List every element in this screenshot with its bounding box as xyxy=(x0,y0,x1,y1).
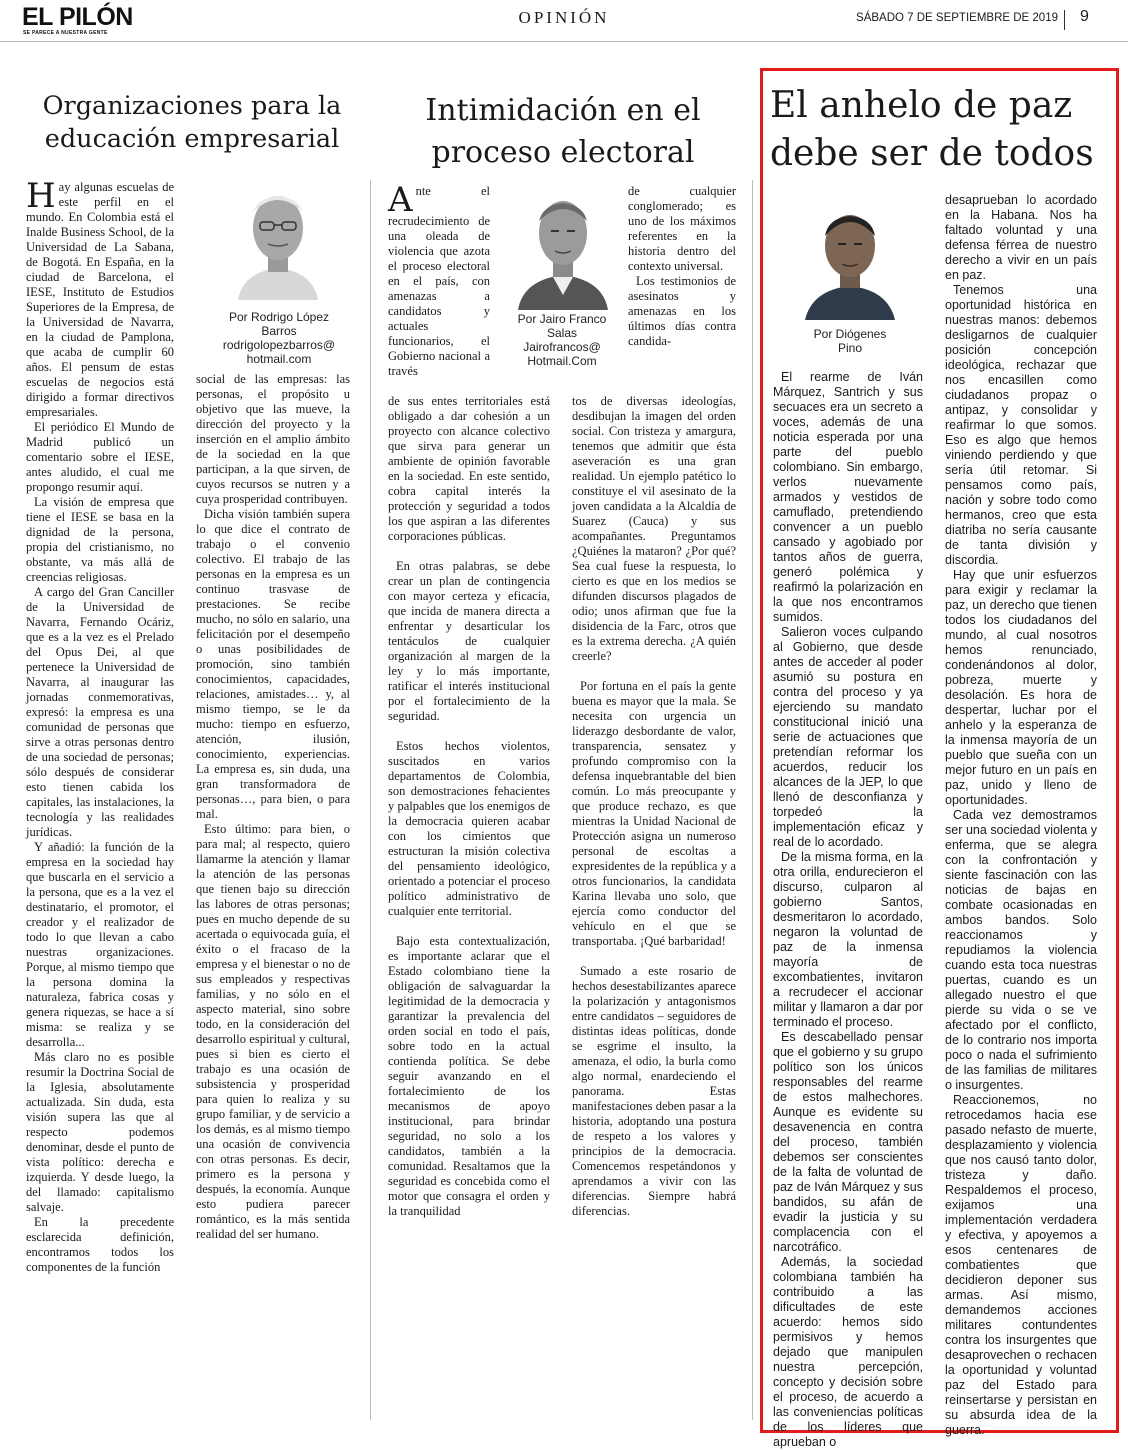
header-rule xyxy=(0,41,1128,42)
author-photo-diogenes xyxy=(800,200,900,320)
article1-column-2 xyxy=(196,372,350,1417)
newspaper-logo: EL PILÓN xyxy=(22,3,133,31)
article2-paragraph: Los testimonios de asesinatos y amenazas en los últimos días contra candida- xyxy=(628,274,736,348)
article2-paragraph: Bajo esta contextualización, es importante aclarar que el Estado colombiano tiene la obligación de salvaguardar la legitimidad de la democracia y garantizar la prevalencia del orden social en todo el país, sobre todo en la actual contienda política. Se debe seguir avanzando en el fortalecimiento de los mecanismos de apoyo institucional, para brindar seguridad, no solo a los candidatos, también a la comunidad. Resaltamos que la seguridad es concebida como el motor que consagra el orden y la tranquilidad xyxy=(388,934,550,1218)
article3-paragraph: Hay que unir esfuerzos para exigir y reclamar la paz, un derecho que tienen todos los ciudadanos del mundo, al cual nosotros hemos renunciado, condenándonos al dolor, pobreza, muerte y desolación. Es hora de despertar, luchar por el anhelo y la esperanza de la inmensa mayoría de un pueblo que sueña con un mejor futuro en un país en paz, unido y lleno de oportunidades. xyxy=(945,568,1097,807)
article1-title: Organizaciones para la educación empresarial xyxy=(42,91,342,154)
drop-cap: H xyxy=(26,176,56,216)
article1-paragraph: La visión de empresa que tiene el IESE se basa en la dignidad de la persona, propia del cristianismo, no obstante, va más allá de creencias religiosas. xyxy=(26,495,174,584)
article3-paragraph: De la misma forma, en la otra orilla, endurecieron el discurso, culparon al gobierno Santos, desmeritaron lo acordado, negaron la voluntad de paz de la inmensa mayoría de excombatientes, invitaron a recrudecer el accionar militar y llamaron a dar por terminado el proceso. xyxy=(773,850,923,1029)
article1-paragraph: Hay algunas escuelas de este perfil en el mundo. En Colombia está el Inalde Business School, de la Universidad de La Sabana, de Bogotá. En España, en la ciudad de Barcelona, el IESE, Instituto de Estudios Superiores de la Empresa, de la Universidad de Navarra, en la ciudad de Pamplona, que acaba de cumplir 60 años. El pensum de estas escuelas de negocios está dirigido a formar directivos empresariales. xyxy=(26,176,174,419)
article1-paragraph: El periódico El Mundo de Madrid publicó un comentario sobre el IESE, antes aludido, el cual me propongo resumir aquí. xyxy=(26,420,174,494)
article3-paragraph: Tenemos una oportunidad histórica en nuestras manos: debemos desligarnos de cualquier posición concepción ideológica, rechazar que nos encasillen como ciudadanos propaz o antipaz, y consolidar y reafirmar lo que somos. Eso es algo que hemos viniendo perdiendo y que sería útil retomar. Si pensamos como país, nación y sobre todo como hermanos, creo que esta diatriba no sería causante de tanta división y discordia. xyxy=(945,283,1097,567)
article1-paragraph: Esto último: para bien, o para mal; al respecto, quiero llamarme la atención y llamar la atención de las personas que tienen bajo su dirección las labores de otras personas; pues en mucho depende de su acertada o equivocada guía, el éxito o el fracaso de la empresa y el bienestar o no de sus empleados y respectivas familias, y no sólo en el aspecto material, sino sobre todo, en la consideración del desarrollo espiritual y cultural, pues si bien es cierto el trabajo es una ocasión de subsistencia y prosperidad para quien lo realiza y su grupo familiar, y de servicio a los demás, es al mismo tiempo una ocasión de convivencia con otras personas. Es decir, primero es la persona y después, la economía. Aunque esto pudiera parecer romántico, es la más sentida realidad del ser humano. xyxy=(196,822,350,1241)
article3-paragraph: Cada vez demostramos ser una sociedad violenta y enferma, que se alegra con la confrontación y siente fascinación con las noticias de bajas en combate ocasionadas en ambos bandos. Solo reaccionamos y repudiamos la violencia cuando esta toca nuestras puertas, cuando es un allegado nuestro el que pierde su vida o se ve afectado por el conflicto, de lo contrario nos importa poco o nada el sufrimiento de las familias de militares o insurgentes. xyxy=(945,808,1097,1092)
article2-column-1 xyxy=(388,394,550,1422)
article3-column-1 xyxy=(773,370,923,1449)
article3-title: El anhelo de paz debe ser de todos xyxy=(770,85,1094,174)
article3-paragraph: El rearme de Iván Márquez, Santrich y sus secuaces era un secreto a voces, además de una noticia esperada por una parte del pueblo colombiano. Sin embargo, verlos nuevamente armados y vestidos de camuflado, pretendiendo convencer a un pueblo cansado y agobiado por tantos años de guerra, generó polémica y reafirmó la polarización en la que nos encontramos sumidos. xyxy=(773,370,923,624)
issue-date: SÁBADO 7 DE SEPTIEMBRE DE 2019 xyxy=(856,12,1058,24)
article2-byline: Por Jairo Franco Salas Jairofrancos@ Hotmail.Com xyxy=(517,312,607,368)
article2-column-2-top xyxy=(628,184,736,394)
article2-paragraph: Por fortuna en el país la gente buena es mayor que la mala. Se necesita con urgencia un liderazgo desbordante de valor, transparencia, sensatez y profundo compromiso con la defensa inquebrantable del bien común. Lo más preocupante y que produce rechazo, es que mientras la Unidad Nacional de Protección asigna un numeroso personal de escoltas a expresidentes de la república y a otros funcionarios, la candidata Karina llevaba uno solo, que ejercía como conductor del vehículo en el que se transportaba. ¡Qué barbaridad! xyxy=(572,679,736,948)
article3-column-2 xyxy=(945,193,1097,1437)
column-divider xyxy=(370,180,371,1420)
column-divider xyxy=(752,180,753,1420)
page-header xyxy=(0,0,1128,40)
article2-paragraph: de sus entes territoriales está obligado a dar cohesión a un proyecto con alcance colectivo que sirva para generar un ambiente de opinión favorable en la sociedad. En este sentido, cobra capital interés la protección y seguridad a todos los que aspiran a las diferentes corporaciones públicas. xyxy=(388,394,550,543)
article1-column-1 xyxy=(26,176,174,1415)
article2-paragraph: Estos hechos violentos, suscitados en varios departamentos de Colombia, son demostraciones fehacientes y palpables que los enemigos de la democracia quieren acabar con los cimientos que estructuran la misión colectiva del pensamiento ideológico, orientado a potenciar el proceso político administrativo de cualquier ente territorial. xyxy=(388,739,550,918)
article1-paragraph: Dicha visión también supera lo que dice el contrato de trabajo o el convenio colectivo. El trabajo de las personas en la empresa es un continuo trasvase de prestaciones. Se recibe mucho, no sólo en salario, una felicitación por el desempeño o unas posibilidades de promoción, sino también conocimientos, capacidades, relaciones, amistades… y, al mismo tiempo, se le da mucho: tiempo en esfuerzo, atención, ilusión, conocimiento, experiencias. La empresa es, sin duda, una gran transformadora de personas…, para bien, o para mal. xyxy=(196,507,350,821)
article2-paragraph: En otras palabras, se debe crear un plan de contingencia con mayor certeza y eficacia, que incida de manera directa a enfrentar y desarticular los tentáculos de cualquier organización al margen de la ley y lo más importante, ratificar el interés institucional por el fortalecimiento de la seguridad. xyxy=(388,559,550,723)
article2-paragraph: Sumado a este rosario de hechos desestabilizantes aparece la polarización y antagonismos entre candidatos – seguidores de distintas ideas políticas, donde se esgrime el insulto, la amenaza, el odio, la burla como algo normal, enardeciendo el panorama. Estas manifestaciones deben pasar a la historia, adoptando una postura de respeto a los valores y principios de la democracia. Comencemos respetándonos y aprendamos a vivir con las diferencias. Siempre habrá diferencias. xyxy=(572,964,736,1218)
article3-paragraph: Reaccionemos, no retrocedamos hacia ese pasado nefasto de muerte, desplazamiento y violencia que nos causó tanto dolor, tristeza y daño. Respaldemos el proceso, exijamos una implementación verdadera y efectiva, y apoyemos a esos centenares de combatientes que decidieron deponer sus armas. Así mismo, demandemos acciones militares contundentes contra los insurgentes que desaprovechen o rechacen la oportunidad y voluntad paz del Estado para reinsertarse y persistan en su absurda idea de la guerra. xyxy=(945,1093,1097,1437)
article1-paragraph: Y añadió: la función de la empresa en la sociedad hay que buscarla en el servicio a la persona, que es a la vez el destinatario, el promotor, el creador y el realizador de todo lo que llevan a cabo nuestras organizaciones. Porque, al mismo tiempo que la persona domina la naturaleza, fabrica cosas y genera riquezas, se hace a sí misma: se realiza y se desarrolla... xyxy=(26,840,174,1049)
article2-column-1-top xyxy=(388,180,490,394)
article3-paragraph: Salieron voces culpando al Gobierno, que desde antes de acceder al poder asumió su postura en contra del proceso y ya ejerciendo su mandato constitucional inició una serie de actuaciones que pretendían reformar los acuerdos, reducir los alcances de la JEP, lo que llenó de desconfianza y torpedeó la implementación eficaz y real de lo acordado. xyxy=(773,625,923,849)
article1-paragraph: social de las empresas: las personas, el propósito u objetivo que las mueve, la dirección del proyecto y la inserción en el amplio ámbito de la sociedad en la que participan, a la que sirven, de cuyos recursos se nutren y a cuya prosperidad contribuyen. xyxy=(196,372,350,506)
header-divider xyxy=(1064,10,1065,30)
author-photo-rodrigo xyxy=(228,180,328,300)
author-photo-jairo xyxy=(513,185,613,310)
page-number: 9 xyxy=(1080,8,1089,25)
article1-paragraph: A cargo del Gran Canciller de la Universidad de Navarra, Fernando Ocáriz, que es a la vez es el Prelado del Opus Dei, al que pertenece la Universidad de Navarra, al inaugurar las jornadas conmemorativas, expresó: la empresa es una comunidad de personas que sirve a otras personas dentro de una sociedad de personas; sólo después de considerar esto tienen cabida los capitales, las instalaciones, la tecnología y las realidades jurídicas. xyxy=(26,585,174,839)
article2-paragraph: Ante el recrudecimiento de una oleada de violencia que azota el proceso electoral en el país, con amenazas a candidatos y actuales funcionarios, el Gobierno nacional a través xyxy=(388,180,490,378)
article2-column-2 xyxy=(572,394,736,1422)
article3-paragraph: desaprueban lo acordado en la Habana. Nos ha faltado voluntad y una defensa férrea de nuestro derecho a vivir en un país en paz. xyxy=(945,193,1097,282)
article3-paragraph: Es descabellado pensar que el gobierno y su grupo político son los únicos responsables del rearme de estos malhechores. Aunque es evidente su desavenencia en contra del proceso, también debemos ser conscientes de la falta de voluntad de paz de Iván Márquez y sus bandidos, su afán de evadir la justicia y su complacencia con el narcotráfico. xyxy=(773,1030,923,1254)
article2-title: Intimidación en el proceso electoral xyxy=(425,93,701,170)
article2-paragraph: de cualquier conglomerado; es uno de los máximos referentes en la historia dentro del contexto universal. xyxy=(628,184,736,273)
article2-paragraph: tos de diversas ideologías, desdibujan la imagen del orden social. Con tristeza y amargura, tenemos que admitir que ésta aseveración es una gran realidad. Un ejemplo patético lo constituye el vil asesinato de la joven candidata a la Alcaldía de Suarez (Cauca) y sus acompañantes. Preguntamos ¿Quiénes la mataron? ¿Por qué? Sea cual fuese la respuesta, lo cierto es que en los medios se difunden discursos plagados de odio; unos afirman que fue la disidencia de la Farc, otros que es la extrema derecha. ¿A quién creerle? xyxy=(572,394,736,663)
article3-paragraph: Además, la sociedad colombiana también ha contribuido a las dificultades de este acuerdo: hemos sido permisivos y hemos dejado que manipulen nuestra percepción, concepto y decisión sobre el proceso, de acuerdo a las conveniencias políticas de los líderes que aprueban o xyxy=(773,1255,923,1449)
article3-byline: Por Diógenes Pino xyxy=(813,327,887,355)
drop-cap: A xyxy=(388,180,413,220)
article1-paragraph: En la precedente esclarecida definición, encontramos todos los componentes de la función xyxy=(26,1215,174,1274)
section-name: OPINIÓN xyxy=(518,8,610,27)
article1-byline: Por Rodrigo López Barros rodrigolopezbarros@ hotmail.com xyxy=(222,310,336,366)
newspaper-tagline: SE PARECE A NUESTRA GENTE xyxy=(23,30,108,36)
article1-paragraph: Más claro no es posible resumir la Doctrina Social de la Iglesia, absolutamente actualizada. Sin duda, esta visión supera las que al respecto podemos denominar, desde el punto de vista político: derecha e izquierda. Y desde luego, la del llamado: capitalismo salvaje. xyxy=(26,1050,174,1214)
